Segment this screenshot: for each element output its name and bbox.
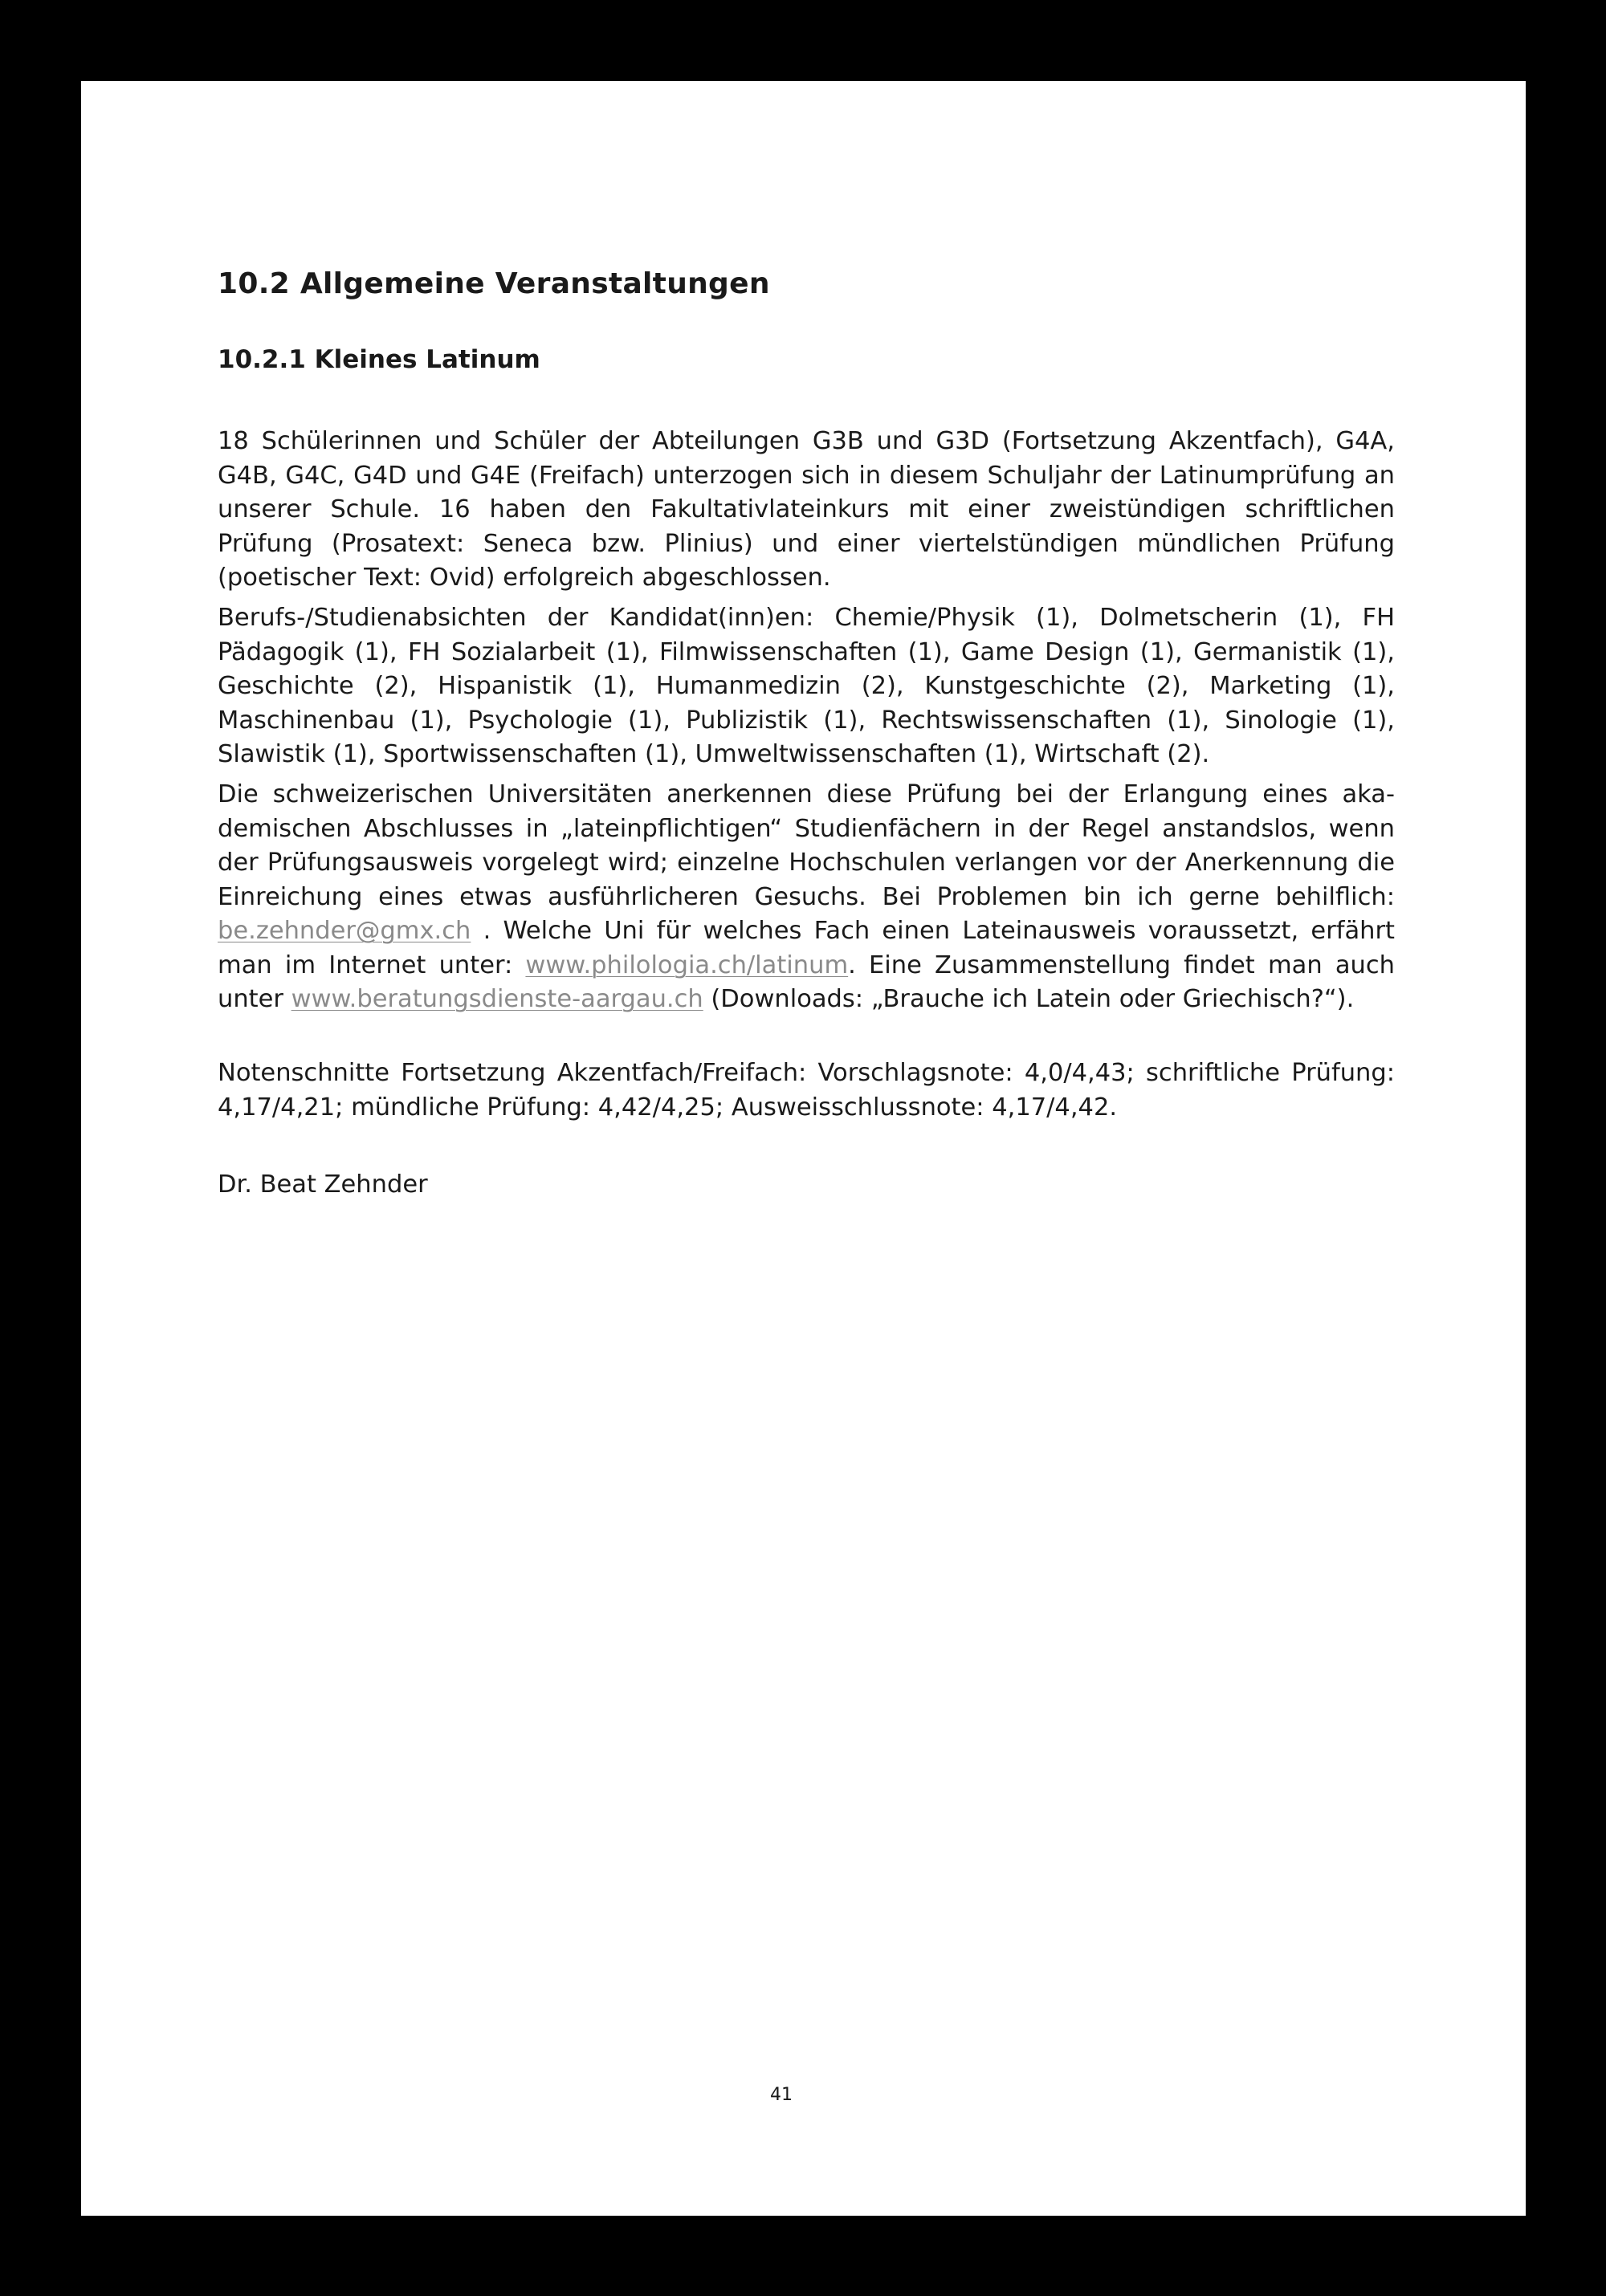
paragraph-exam-summary: 18 Schülerinnen und Schüler der Abteilungen G3B und G3D (Fortsetzung Akzentfach), G4A, G4B, G4C, G4D und G4E (Freifach) unterzogen sich in diesem Schuljahr der Latinumprüfung an unserer Schule. 16 haben den Fakultativlateinkurs mit einer zweistündigen schriftlichen Prüfung (Prosatext: Seneca bzw. Plinius) und einer viertelstündigen mündlichen Prüfung (poetischer Text: Ovid) erfolgreich abgeschlossen. (218, 427, 1395, 592)
paragraph-study-plans: Berufs-/Studienabsichten der Kandidat(inn)en: Chemie/Physik (1), Dolmetscherin (1), FH Pädagogik (1), FH Sozialarbeit (1), Filmwissenschaften (1), Game Design (1), Germanistik (1), Geschichte (2), Hispanistik (1), Humanmedizin (2), Kunstgeschichte (2), Marketing (1), Maschinenbau (1), Psychologie (1), Publizistik (1), Rechtswissenschaften (1), Sinologie (1), Slawistik (1), Sportwissenschaften (1), Umweltwissenschaften (1), Wirtschaft (2). (218, 604, 1395, 768)
beratungsdienste-link[interactable]: www.beratungsdienste-aargau.ch (291, 985, 703, 1013)
section-heading: 10.2 Allgemeine Veranstaltungen (218, 267, 770, 300)
author-signature: Dr. Beat Zehnder (218, 1170, 428, 1199)
recognition-text-2: . Welche Uni für welches Fach einen Lateinausweis voraussetzt, erfährt man im Internet unter: (218, 917, 1395, 979)
recognition-text-4: (Downloads: „Brauche ich Latein oder Griechisch?“). (703, 985, 1355, 1013)
subsection-heading: 10.2.1 Kleines Latinum (218, 345, 540, 374)
recognition-text-3: . Eine Zusammenstellung findet man auch unter (218, 951, 1395, 1013)
paragraph-grade-averages: Notenschnitte Fortsetzung Akzentfach/Freifach: Vorschlagsnote: 4,0/4,43; schriftliche Prüfung: 4,17/4,21; mündliche Prüfung: 4,42/4,25; Ausweisschlussnote: 4,17/4,42. (218, 1059, 1395, 1122)
page-number: 41 (770, 2085, 793, 2105)
email-link[interactable]: be.zehnder@gmx.ch (218, 917, 471, 945)
document-page (81, 81, 1526, 2216)
recognition-text-1: Die schweizerischen Universitäten anerkennen diese Prüfung bei der Erlangung eines akademischen Abschlusses in „lateinpflichtigen“ Studienfächern in der Regel anstandslos, wenn der Prüfungsausweis vorgelegt wird; einzelne Hochschulen verlangen vor der Anerkennung die Einreichung eines etwas ausführlicheren Gesuchs. Bei Problemen bin ich gerne behilflich: (218, 780, 1395, 911)
paragraph-recognition (218, 778, 1395, 1017)
philologia-link[interactable]: www.philologia.ch/latinum (525, 951, 849, 979)
